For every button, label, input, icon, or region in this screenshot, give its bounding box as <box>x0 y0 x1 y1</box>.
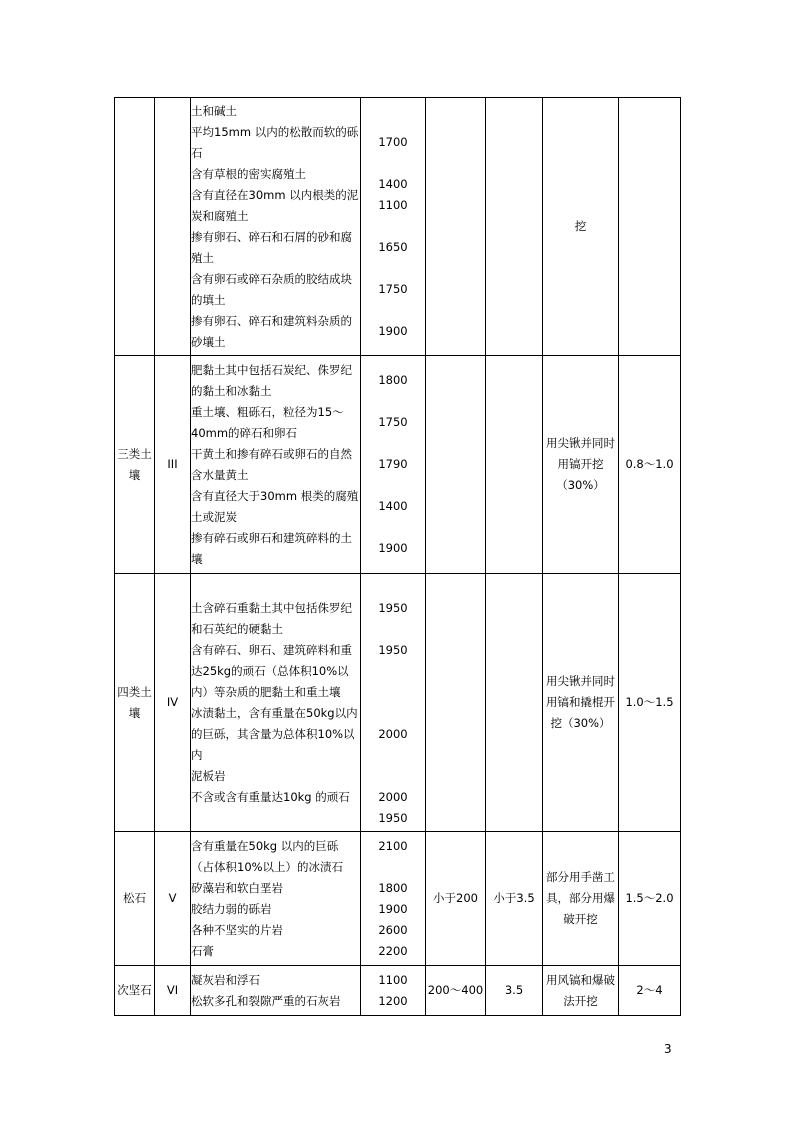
description-cell <box>191 832 361 966</box>
method-cell: 部分用手凿工具，部分用爆破开挖 <box>543 832 619 966</box>
description-item: 平均15mm 以内的松散而软的砾石 <box>191 124 359 160</box>
category-cell: 松石 <box>115 832 155 966</box>
grade-cell: V <box>155 832 191 966</box>
category-cell: 四类土壤 <box>115 574 155 832</box>
description-item: 不含或含有重量达10kg 的顽石 <box>191 789 350 804</box>
density-value: 1750 <box>378 282 408 296</box>
hardness-cell <box>486 574 543 832</box>
density-value: 1100 <box>378 198 408 212</box>
method-cell: 用尖锹并同时用镐和撬棍开挖（30%） <box>543 574 619 832</box>
description-item: 泥板岩 <box>191 768 226 783</box>
density-value: 1750 <box>378 415 408 429</box>
description-item: 石膏 <box>191 943 214 958</box>
hardness-cell <box>486 98 543 356</box>
description-cell <box>191 356 361 574</box>
grade-cell <box>155 98 191 356</box>
coefficient-cell <box>619 98 681 356</box>
density-value: 2000 <box>378 726 408 741</box>
hardness-cell: 小于3.5 <box>486 832 543 966</box>
description-item: 含有直径在30mm 以内根类的泥炭和腐殖土 <box>191 187 359 223</box>
description-item: 凝灰岩和浮石 <box>191 972 260 987</box>
description-item: 土含碎石重黏土其中包括侏罗纪和石英纪的硬黏土 <box>191 600 352 636</box>
description-item: 含有草根的密实腐殖土 <box>191 166 306 181</box>
description-item: 掺有碎石或卵石和建筑碎料的土壤 <box>191 530 352 566</box>
density-value: 1900 <box>378 901 408 916</box>
description-item: 土和碱土 <box>191 103 237 118</box>
strength-cell <box>426 574 486 832</box>
density-cell <box>361 356 426 574</box>
description-cell <box>191 966 361 1016</box>
grade-cell: VI <box>155 966 191 1016</box>
density-value: 1950 <box>378 810 408 825</box>
description-item: 含有重量在50kg 以内的巨砾（占体积10%以上）的冰渍石 <box>191 838 344 874</box>
method-cell: 挖 <box>543 98 619 356</box>
coefficient-cell: 0.8～1.0 <box>619 356 681 574</box>
table-row <box>115 356 681 574</box>
description-cell <box>191 574 361 832</box>
description-cell <box>191 98 361 356</box>
strength-cell <box>426 356 486 574</box>
category-cell <box>115 98 155 356</box>
density-cell <box>361 574 426 832</box>
hardness-cell <box>486 356 543 574</box>
density-value: 1900 <box>378 324 408 338</box>
density-value: 1400 <box>378 177 408 191</box>
density-value: 1400 <box>378 499 408 513</box>
density-value: 1650 <box>378 240 408 254</box>
density-cell <box>361 832 426 966</box>
density-cell <box>361 966 426 1016</box>
grade-cell: IV <box>155 574 191 832</box>
table-row <box>115 966 681 1016</box>
method-cell: 用尖锹并同时用镐开挖（30%） <box>543 356 619 574</box>
density-value: 2600 <box>378 922 408 937</box>
category-cell: 次坚石 <box>115 966 155 1016</box>
density-value: 1700 <box>378 135 408 149</box>
table-row <box>115 574 681 832</box>
description-item: 含有碎石、卵石、建筑碎料和重达25kg的顽石（总体积10%以内）等杂质的肥黏土和重土壤 <box>191 642 352 699</box>
density-value: 1950 <box>378 600 408 615</box>
hardness-cell: 3.5 <box>486 966 543 1016</box>
coefficient-cell: 1.0～1.5 <box>619 574 681 832</box>
category-cell: 三类土壤 <box>115 356 155 574</box>
density-value: 1950 <box>378 642 408 657</box>
page-number: 3 <box>664 1042 672 1056</box>
strength-cell <box>426 98 486 356</box>
description-item: 含有卵石或碎石杂质的胶结成块的填土 <box>191 271 352 307</box>
description-item: 冰渍黏土，含有重量在50kg以内的巨砾，其含量为总体积10%以内 <box>191 705 358 762</box>
description-item: 肥黏土其中包括石炭纪、侏罗纪的黏土和冰黏土 <box>191 362 352 398</box>
density-value: 1200 <box>378 993 408 1008</box>
strength-cell: 200～400 <box>426 966 486 1016</box>
description-item: 重土壤、粗砾石，粒径为15～40mm的碎石和卵石 <box>191 404 344 440</box>
density-value: 1800 <box>378 373 408 387</box>
description-item: 含有直径大于30mm 根类的腐殖土或泥炭 <box>191 488 359 524</box>
density-cell <box>361 98 426 356</box>
grade-cell: III <box>155 356 191 574</box>
density-value: 1800 <box>378 880 408 895</box>
density-value: 1790 <box>378 457 408 471</box>
description-item: 松软多孔和裂隙严重的石灰岩 <box>191 993 341 1008</box>
description-item: 掺有卵石、碎石和石屑的砂和腐殖土 <box>191 229 352 265</box>
description-item: 掺有卵石、碎石和建筑料杂质的砂壤土 <box>191 313 352 349</box>
density-value: 1900 <box>378 541 408 555</box>
soil-classification-table <box>114 97 681 1016</box>
density-value: 2100 <box>378 838 408 853</box>
description-item: 胶结力弱的砾岩 <box>191 901 272 916</box>
description-item: 各种不坚实的片岩 <box>191 922 283 937</box>
coefficient-cell: 2～4 <box>619 966 681 1016</box>
description-item: 矽藻岩和软白垩岩 <box>191 880 283 895</box>
density-value: 2000 <box>378 789 408 804</box>
density-value: 2200 <box>378 943 408 958</box>
density-value: 1100 <box>378 972 408 987</box>
table-row <box>115 832 681 966</box>
method-cell: 用风镐和爆破法开挖 <box>543 966 619 1016</box>
coefficient-cell: 1.5～2.0 <box>619 832 681 966</box>
table-row <box>115 98 681 356</box>
strength-cell: 小于200 <box>426 832 486 966</box>
description-item: 干黄土和掺有碎石或卵石的自然含水量黄土 <box>191 446 352 482</box>
